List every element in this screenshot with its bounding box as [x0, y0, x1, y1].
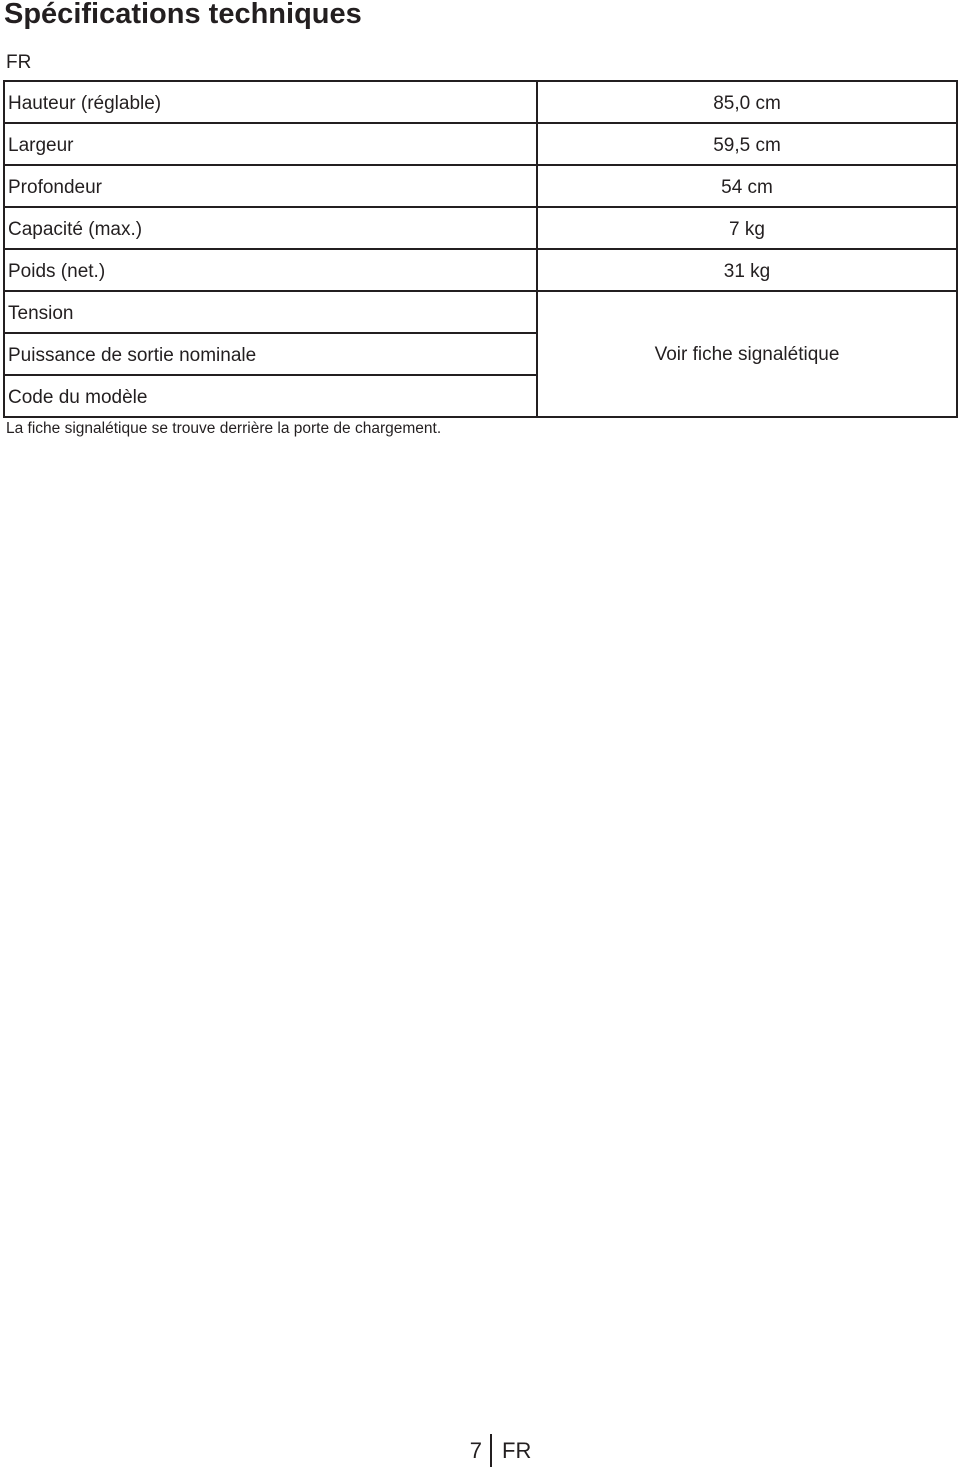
page-number: 7 — [469, 1438, 482, 1463]
spec-label-height: Hauteur (réglable) — [4, 81, 537, 123]
table-row — [4, 249, 957, 291]
spec-value-capacity: 7 kg — [537, 207, 957, 249]
spec-label-depth: Profondeur — [4, 165, 537, 207]
table-row — [4, 291, 957, 333]
page-footer — [0, 1434, 960, 1468]
spec-value-weight: 31 kg — [537, 249, 957, 291]
language-label: FR — [6, 52, 32, 73]
spec-label-capacity: Capacité (max.) — [4, 207, 537, 249]
spec-value-height: 85,0 cm — [537, 81, 957, 123]
footer-language: FR — [502, 1438, 532, 1463]
footer-divider — [490, 1434, 492, 1467]
spec-label-width: Largeur — [4, 123, 537, 165]
spec-label-model-code: Code du modèle — [4, 375, 537, 417]
table-row — [4, 81, 957, 123]
page-title: Spécifications techniques — [4, 0, 362, 30]
spec-value-rating-plate: Voir fiche signalétique — [537, 291, 957, 417]
spec-value-width: 59,5 cm — [537, 123, 957, 165]
table-row — [4, 207, 957, 249]
table-row — [4, 123, 957, 165]
spec-label-weight: Poids (net.) — [4, 249, 537, 291]
specifications-table — [3, 80, 958, 418]
spec-value-depth: 54 cm — [537, 165, 957, 207]
spec-label-rated-power: Puissance de sortie nominale — [4, 333, 537, 375]
spec-label-voltage: Tension — [4, 291, 537, 333]
footnote: La fiche signalétique se trouve derrière la porte de chargement. — [6, 420, 442, 437]
table-row — [4, 165, 957, 207]
